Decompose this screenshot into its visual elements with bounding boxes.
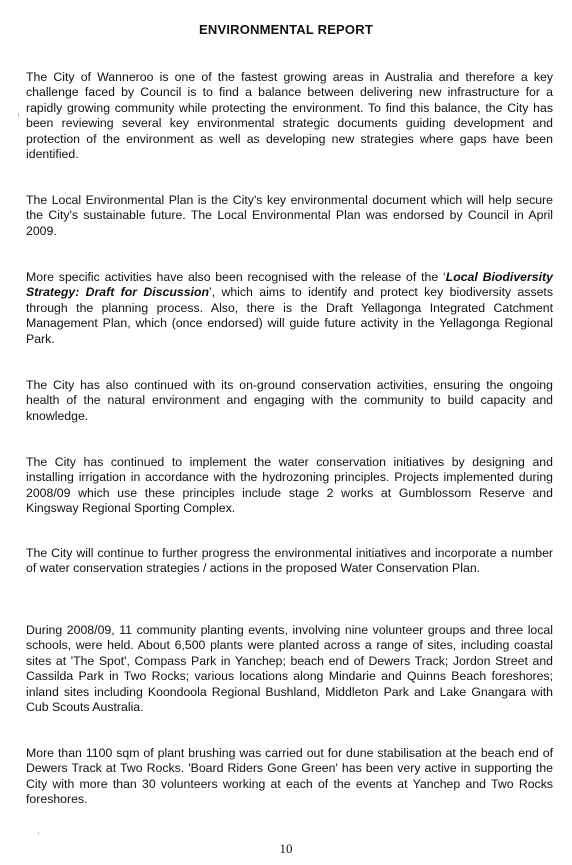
scan-speck [18,113,19,117]
biodiversity-strategy-title: Local Biodiversity Strategy: Draft for Discussion [26,270,553,300]
paragraph-intro: The City of Wanneroo is one of the fastest growing areas in Australia and therefore a key challenge faced by Council is to find a balance between delivering new infrastructure for a rapidly growing community while protecting the environment. To find this balance, the City has been reviewing several key environmental strategic documents guiding development and protection of the environment as well as developing new strategies where gaps have been identified. [26,70,553,162]
paragraph-biodiversity-strategy [26,270,553,347]
paragraph-water-conservation-irrigation: The City has continued to implement the water conservation initiatives by designing and installing irrigation in accordance with the hydrozoning principles. Projects implemented during 2008/09 which use these principles include stage 2 works at Gumblossom Reserve and Kingsway Regional Sporting Complex. [26,455,553,516]
page-number: 10 [279,841,293,856]
paragraph-biodiversity-text-after: ’, which aims to identify and protect key biodiversity assets through the planning process. Also, there is the Draft Yellagonga Integrated Catchment Management Plan, which (once endorsed) will guide future activity in the Yellagonga Regional Park. [26,285,553,346]
paragraph-conservation-activities: The City has also continued with its on-ground conservation activities, ensuring the ongoing health of the natural environment and engaging with the community to build capacity and knowledge. [26,378,553,423]
scan-speck [38,832,39,834]
paragraph-local-environmental-plan: The Local Environmental Plan is the City's key environmental document which will help secure the City's sustainable future. The Local Environmental Plan was endorsed by Council in April 2009. [26,193,553,238]
paragraph-biodiversity-text-before: More specific activities have also been recognised with the release of the ‘ [26,270,446,284]
paragraph-community-planting: During 2008/09, 11 community planting events, involving nine volunteer groups and three local schools, were held. About 6,500 plants were planted across a range of sites, including coastal sites at 'The Spot', Compass Park in Yanchep; beach end of Dewers Track; Jordon Street and Cassilda Park in Two Rocks; various locations along Mindarie and Quinns Beach foreshores; inland sites including Koondoola Regional Bushland, Middleton Park and Lake Gnangara with Cub Scouts Australia. [26,623,553,715]
paragraph-dune-stabilisation: More than 1100 sqm of plant brushing was carried out for dune stabilisation at the beach end of Dewers Track at Two Rocks. 'Board Riders Gone Green' has been very active in supporting the City with more than 30 volunteers working at each of the events at Yanchep and Two Rocks foreshores. [26,746,553,807]
report-title: ENVIRONMENTAL REPORT [199,22,373,37]
paragraph-water-conservation-plan: The City will continue to further progress the environmental initiatives and incorporate a number of water conservation strategies / actions in the proposed Water Conservation Plan. [26,546,553,576]
